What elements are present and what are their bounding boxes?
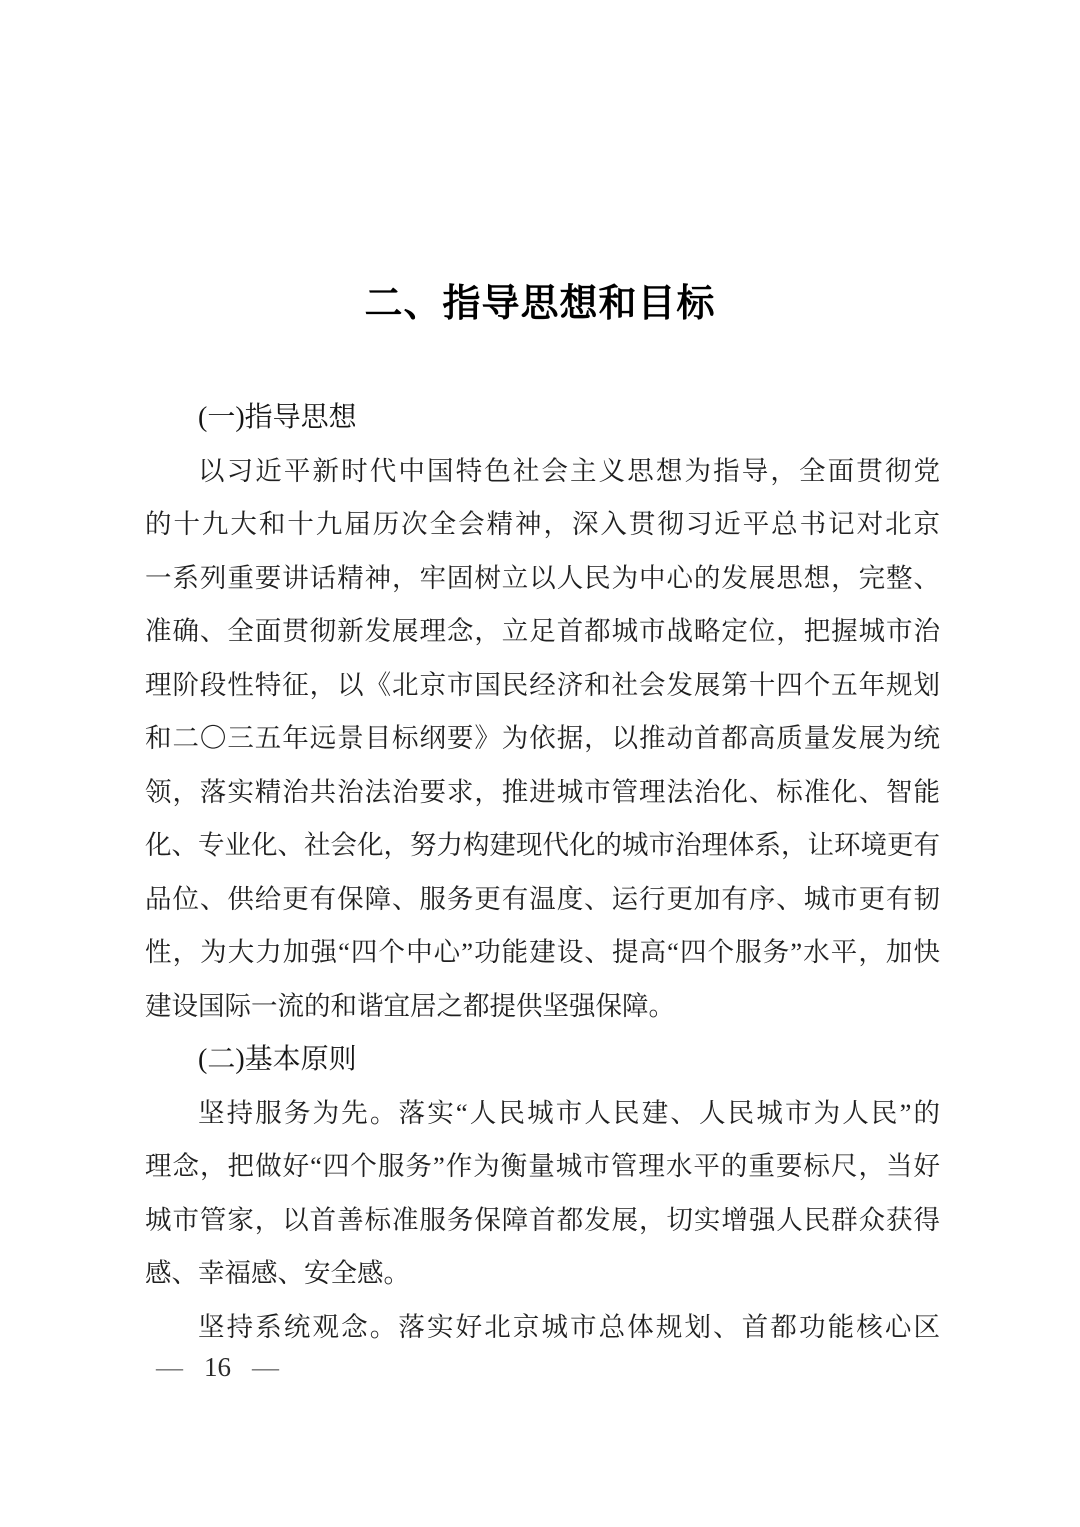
text-line: 化、专业化、社会化，努力构建现代化的城市治理体系，让环境更有	[145, 830, 940, 860]
subsection-heading: (一)指导思想	[198, 402, 357, 433]
text-line: 理念，把做好“四个服务”作为衡量城市管理水平的重要标尺，当好	[145, 1151, 940, 1181]
page-footer	[156, 1349, 279, 1385]
text-line: 和二〇三五年远景目标纲要》为依据，以推动首都高质量发展为统	[145, 723, 940, 753]
text-line: 一系列重要讲话精神，牢固树立以人民为中心的发展思想，完整、	[145, 562, 940, 593]
text-line: 感、幸福感、安全感。	[145, 1258, 410, 1288]
text-line: 坚持系统观念。落实好北京城市总体规划、首都功能核心区	[198, 1311, 940, 1342]
text-line: 领，落实精治共治法治要求，推进城市管理法治化、标准化、智能	[145, 776, 940, 807]
document-body	[145, 391, 940, 1354]
text-line: 准确、全面贯彻新发展理念，立足首都城市战略定位，把握城市治	[145, 616, 940, 646]
text-line: 以习近平新时代中国特色社会主义思想为指导，全面贯彻党	[198, 455, 940, 486]
page-number: 16	[204, 1352, 231, 1382]
text-line: 的十九大和十九届历次全会精神，深入贯彻习近平总书记对北京	[145, 509, 940, 539]
text-line: 坚持服务为先。落实“人民城市人民建、人民城市为人民”的	[198, 1097, 940, 1128]
text-line: 城市管家，以首善标准服务保障首都发展，切实增强人民群众获得	[145, 1204, 940, 1235]
section-title: 二、指导思想和目标	[364, 283, 716, 325]
text-line: 品位、供给更有保障、服务更有温度、运行更加有序、城市更有韧	[145, 883, 940, 914]
text-line: 理阶段性特征，以《北京市国民经济和社会发展第十四个五年规划	[145, 669, 940, 700]
text-line: 性，为大力加强“四个中心”功能建设、提高“四个服务”水平，加快	[145, 937, 940, 967]
text-line: 建设国际一流的和谐宜居之都提供坚强保障。	[145, 990, 675, 1021]
footer-dash-left: —	[156, 1352, 183, 1382]
subsection-heading: (二)基本原则	[198, 1044, 357, 1075]
footer-dash-right: —	[252, 1352, 279, 1382]
